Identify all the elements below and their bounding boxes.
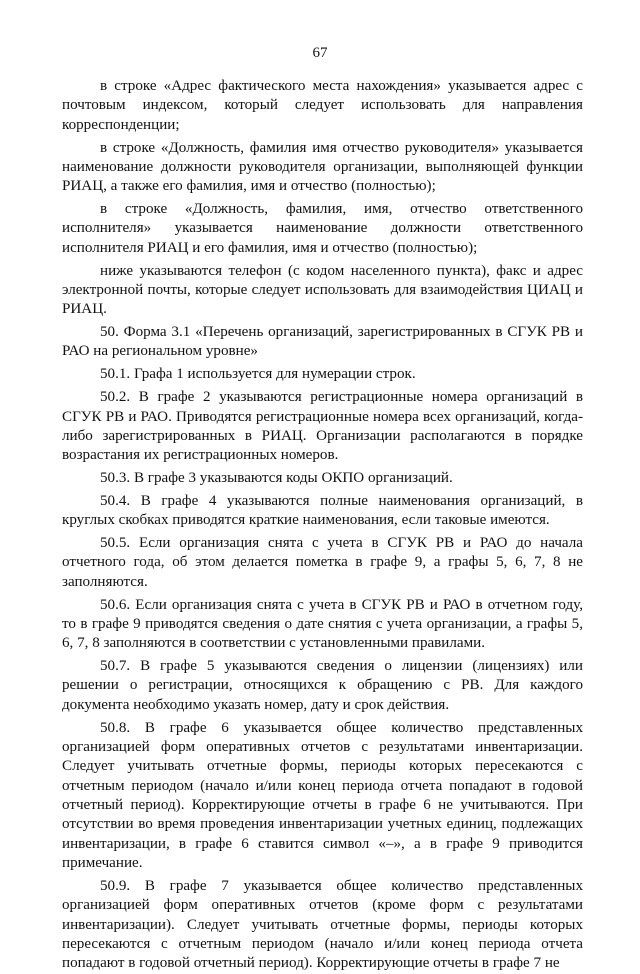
paragraph-50-7: 50.7. В графе 5 указываются сведения о лицензии (лицензиях) или решении о регистрации, относящихся к обращению с РВ. Для каждого документа необходимо указать номер, дату и срок действия.	[62, 658, 583, 713]
paragraph-50-3: 50.3. В графе 3 указываются коды ОКПО организаций.	[100, 470, 453, 487]
document-body	[62, 77, 583, 974]
paragraph-50-8: 50.8. В графе 6 указывается общее количество представленных организацией форм оперативных отчетов с результатами инвентаризации. Следует учитывать отчетные формы, периоды которых пересекаются с отчетным периодом (начало и/или конец периода отчета попадают в годовой отчетный период). Корректирующие отчеты в графе 6 не учитываются. При отсутствии во время проведения инвентаризации учетных единиц, подлежащих инвентаризации, в графе 6 ставится символ «–», а в графе 9 приводится примечание.	[62, 719, 583, 872]
paragraph-50-9: 50.9. В графе 7 указывается общее количество представленных организацией форм оперативных отчетов (кроме форм с результатами инвентаризации). Следует учитывать отчетные формы, периоды которых пересекаются с отчетным периодом (начало и/или конец периода отчета попадают в годовой отчетный период). Корректирующие отчеты в графе 7 не	[62, 877, 583, 972]
paragraph-50-4: 50.4. В графе 4 указываются полные наименования организаций, в круглых скобках приводятся краткие наименования, если таковые имеются.	[62, 492, 583, 529]
paragraph-section-50: 50. Форма 3.1 «Перечень организаций, зарегистрированных в СГУК РВ и РАО на региональном уровне»	[62, 324, 583, 360]
paragraph-executor-position: в строке «Должность, фамилия, имя, отчество ответственного исполнителя» указывается наименование должности ответственного исполнителя РИАЦ и его фамилия, имя и отчество (полностью);	[62, 201, 583, 256]
paragraph-head-position: в строке «Должность, фамилия имя отчество руководителя» указывается наименование должности руководителя организации, выполняющей функции РИАЦ, а также его фамилия, имя и отчество (полностью);	[62, 139, 583, 195]
paragraph-contacts: ниже указываются телефон (с кодом населенного пункта), факс и адрес электронной почты, которые следует использовать для взаимодействия ЦИАЦ и РИАЦ.	[62, 262, 583, 318]
paragraph-50-6: 50.6. Если организация снята с учета в СГУК РВ и РАО в отчетном году, то в графе 9 приводятся сведения о дате снятия с учета организации, а графы 5, 6, 7, 8 заполняются в соответствии с установленными правилами.	[62, 596, 583, 652]
paragraph-50-5: 50.5. Если организация снята с учета в СГУК РВ и РАО до начала отчетного года, об этом делается пометка в графе 9, а графы 5, 6, 7, 8 не заполняются.	[62, 535, 583, 590]
paragraph-50-2: 50.2. В графе 2 указываются регистрационные номера организаций в СГУК РВ и РАО. Приводятся регистрационные номера всех организаций, когда-либо зарегистрированных в РИАЦ. Организации располагаются в порядке возрастания их регистрационных номеров.	[62, 389, 583, 464]
paragraph-address: в строке «Адрес фактического места нахождения» указывается адрес с почтовым индексом, который следует использовать для направления корреспонденции;	[62, 78, 583, 133]
paragraph-50-1: 50.1. Графа 1 используется для нумерации строк.	[100, 366, 416, 383]
page-number: 67	[312, 45, 328, 61]
